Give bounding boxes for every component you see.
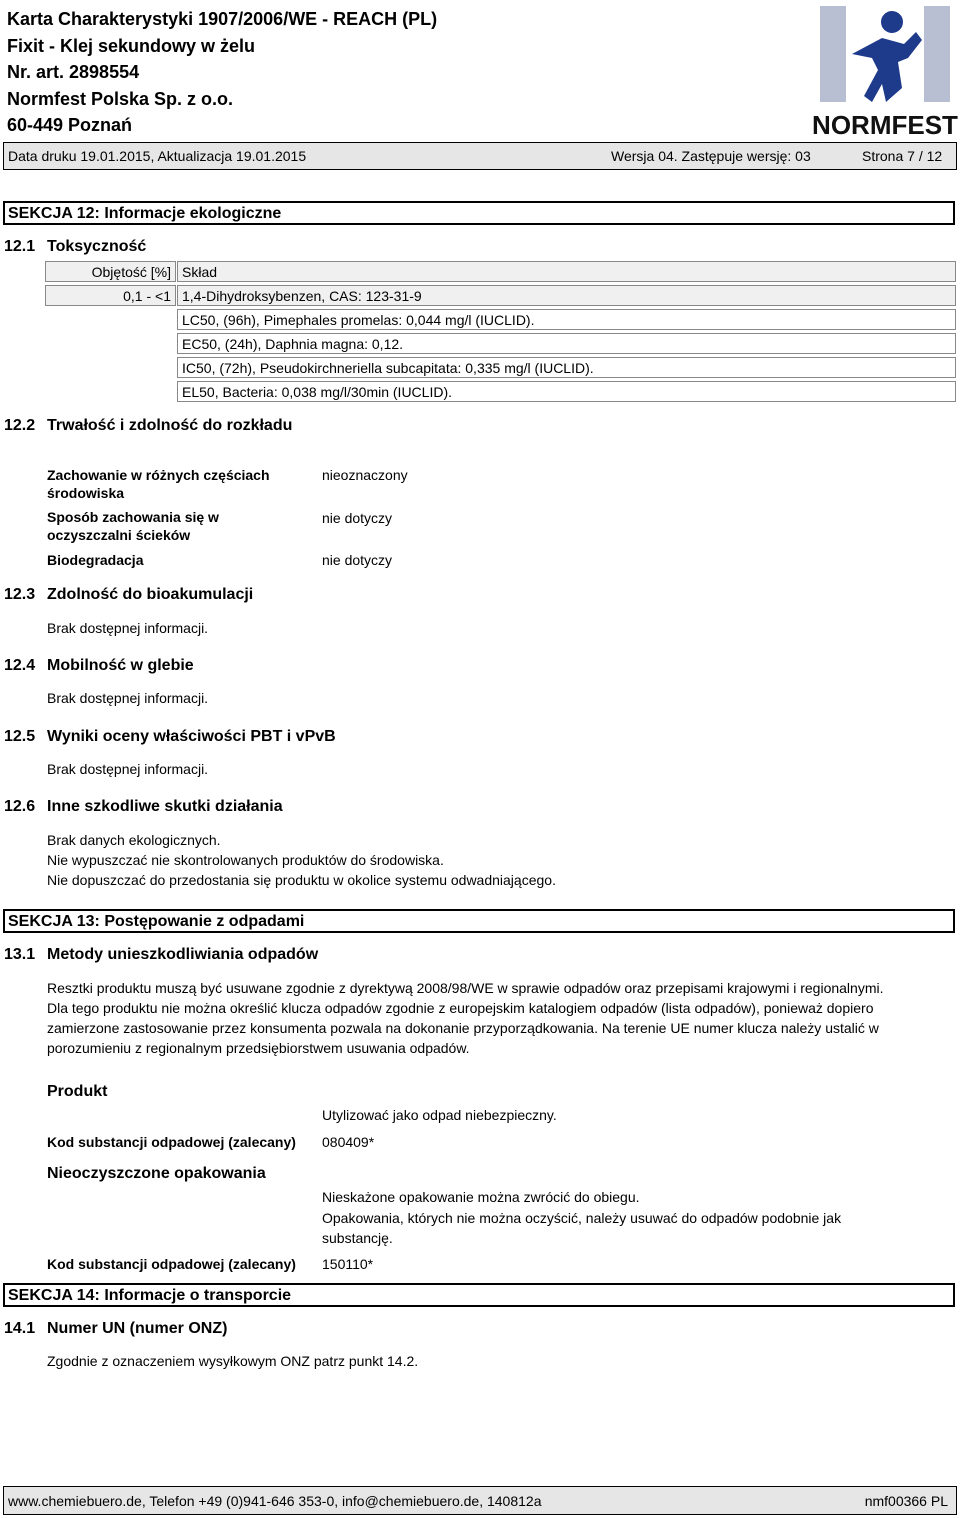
print-date-bar xyxy=(3,142,957,170)
property-label: Biodegradacja xyxy=(47,552,144,568)
section-14-title: SEKCJA 14: Informacje o transporcie xyxy=(8,1287,292,1304)
waste-code-label: Kod substancji odpadowej (zalecany) xyxy=(47,1134,296,1150)
body-text: Dla tego produktu nie można określić klucza odpadów zgodnie z europejskim katalogiem odpadów (lista odpadów), ponieważ dopiero xyxy=(47,1000,874,1016)
footer-contact: www.chemiebuero.de, Telefon +49 (0)941-646 353-0, info@chemiebuero.de, 140812a xyxy=(8,1493,542,1509)
table-cell-volume: 0,1 - <1 xyxy=(45,285,176,306)
footer-doc-id: nmf00366 PL xyxy=(864,1493,948,1509)
product-name: Fixit - Klej sekundowy w żelu xyxy=(7,36,256,56)
property-value: nie dotyczy xyxy=(322,510,393,526)
toxicity-item: IC50, (72h), Pseudokirchneriella subcapitata: 0,335 mg/l (IUCLID). xyxy=(177,357,956,378)
subsection-title: Wyniki oceny właściwości PBT i vPvB xyxy=(47,728,336,745)
doc-title: Karta Charakterystyki 1907/2006/WE - REACH (PL) xyxy=(7,9,438,29)
body-text: Zgodnie z oznaczeniem wysyłkowym ONZ patrz punkt 14.2. xyxy=(47,1353,419,1369)
subsection-num: 12.3 xyxy=(4,586,36,603)
property-value: nie dotyczy xyxy=(322,552,393,568)
subsection-num: 12.2 xyxy=(4,417,36,434)
body-text: zamierzone zastosowanie przez konsumenta pozwala na dokonanie przyporządkowania. Na terenie UE numer klucza należy ustalić w xyxy=(47,1020,879,1036)
toxicity-item: EC50, (24h), Daphnia magna: 0,12. xyxy=(177,333,956,354)
packaging-text: substancję. xyxy=(322,1230,393,1246)
footer-bar xyxy=(3,1486,957,1515)
company-name: Normfest Polska Sp. z o.o. xyxy=(7,89,234,109)
subsection-num: 12.4 xyxy=(4,657,36,674)
table-header-volume: Objętość [%] xyxy=(45,261,176,282)
toxicity-item: EL50, Bacteria: 0,038 mg/l/30min (IUCLID). xyxy=(177,381,956,402)
section-14-header xyxy=(3,1283,955,1307)
section-12-title: SEKCJA 12: Informacje ekologiczne xyxy=(8,205,282,222)
body-text: Resztki produktu muszą być usuwane zgodnie z dyrektywą 2008/98/WE w sprawie odpadów oraz przepisami krajowymi i regionalnymi. xyxy=(47,980,884,996)
section-13-title: SEKCJA 13: Postępowanie z odpadami xyxy=(8,913,305,930)
body-text: Nie dopuszczać do przedostania się produktu w okolice systemu odwadniającego. xyxy=(47,872,556,888)
subsection-title: Metody unieszkodliwiania odpadów xyxy=(47,946,319,963)
property-value: nieoznaczony xyxy=(322,467,408,483)
body-text: Brak danych ekologicznych. xyxy=(47,832,221,848)
svg-text:NORMFEST: NORMFEST xyxy=(812,110,958,140)
body-text: Nie wypuszczać nie skontrolowanych produktów do środowiska. xyxy=(47,852,444,868)
property-label: Zachowanie w różnych częściach środowiska xyxy=(47,467,270,501)
subsection-title: Toksyczność xyxy=(47,238,147,255)
packaging-text: Opakowania, których nie można oczyścić, należy usuwać do odpadów podobnie jak xyxy=(322,1210,842,1226)
waste-product-text: Utylizować jako odpad niebezpieczny. xyxy=(322,1107,557,1123)
article-number: Nr. art. 2898554 xyxy=(7,62,140,82)
section-12-header xyxy=(3,201,955,225)
property-label: Sposób zachowania się w oczyszczalni ścieków xyxy=(47,509,219,543)
body-text: Brak dostępnej informacji. xyxy=(47,761,209,777)
table-header-composition: Skład xyxy=(177,261,956,282)
subsection-num: 13.1 xyxy=(4,946,36,963)
subsection-num: 12.5 xyxy=(4,728,36,745)
waste-code-label: Kod substancji odpadowej (zalecany) xyxy=(47,1256,296,1272)
normfest-logo xyxy=(812,4,958,140)
subsection-title: Mobilność w glebie xyxy=(47,657,194,674)
packaging-text: Nieskażone opakowanie można zwrócić do obiegu. xyxy=(322,1189,640,1205)
body-text: porozumieniu z regionalnym przedsiębiorstwem usuwania odpadów. xyxy=(47,1040,470,1056)
subsection-num: 12.1 xyxy=(4,238,36,255)
body-text: Brak dostępnej informacji. xyxy=(47,690,209,706)
waste-code-value: 080409* xyxy=(322,1134,375,1150)
subsection-title: Zdolność do bioakumulacji xyxy=(47,586,254,603)
company-city: 60-449 Poznań xyxy=(7,115,133,135)
subsection-title: Trwałość i zdolność do rozkładu xyxy=(47,417,293,434)
toxicity-item: LC50, (96h), Pimephales promelas: 0,044 mg/l (IUCLID). xyxy=(177,309,956,330)
subsection-title: Inne szkodliwe skutki działania xyxy=(47,798,283,815)
subsection-title: Numer UN (numer ONZ) xyxy=(47,1320,228,1337)
print-date: Data druku 19.01.2015, Aktualizacja 19.01.2015 xyxy=(8,148,307,164)
body-text: Brak dostępnej informacji. xyxy=(47,620,209,636)
section-13-header xyxy=(3,909,955,933)
waste-code-value: 150110* xyxy=(322,1256,374,1272)
table-cell-substance: 1,4-Dihydroksybenzen, CAS: 123-31-9 xyxy=(177,285,956,306)
subsection-num: 14.1 xyxy=(4,1320,36,1337)
packaging-title: Nieoczyszczone opakowania xyxy=(47,1165,266,1182)
version-info: Wersja 04. Zastępuje wersję: 03 xyxy=(611,148,811,164)
subsection-num: 12.6 xyxy=(4,798,36,815)
waste-product-title: Produkt xyxy=(47,1083,108,1100)
page-number: Strona 7 / 12 xyxy=(862,148,943,164)
